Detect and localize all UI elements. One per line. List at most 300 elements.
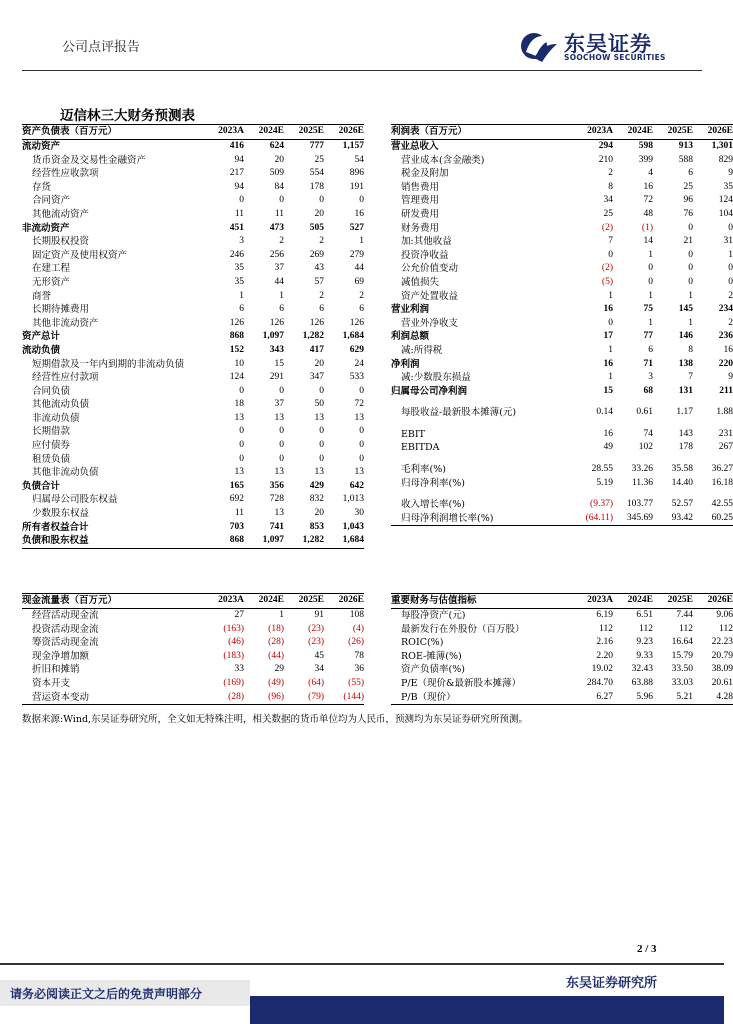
row-label: 加:其他收益 — [401, 236, 452, 248]
income-statement-table — [391, 124, 733, 526]
table-row — [22, 691, 364, 705]
value-cell: 267 — [718, 442, 733, 453]
table-row — [22, 623, 364, 637]
value-cell: 22.23 — [711, 637, 733, 648]
value-cell: 429 — [309, 480, 324, 491]
value-cell: 27 — [234, 610, 244, 620]
value-cell: 13 — [354, 412, 364, 423]
institute-name: 东吴证券研究所 — [566, 976, 658, 991]
value-cell: (2) — [601, 263, 613, 274]
table-row — [22, 249, 364, 263]
row-label: 少数股东权益 — [32, 508, 90, 520]
value-cell: 554 — [309, 168, 324, 179]
value-cell: 191 — [349, 181, 364, 192]
disclaimer-banner — [0, 980, 250, 1006]
year-header: 2026E — [693, 594, 733, 609]
year-header: 2023A — [573, 125, 613, 140]
table-row — [391, 609, 733, 623]
table-row — [391, 385, 733, 399]
value-cell: 34 — [314, 664, 324, 675]
value-cell: 896 — [349, 168, 364, 179]
row-label: 合同负债 — [32, 385, 71, 397]
value-cell: 0 — [239, 440, 244, 451]
value-cell: 217 — [229, 168, 244, 179]
value-cell: 38.09 — [711, 664, 733, 675]
value-cell: 13 — [314, 412, 324, 423]
row-label: 非流动资产 — [22, 222, 70, 234]
value-cell: 15 — [603, 385, 613, 396]
row-label: 负债和股东权益 — [22, 534, 204, 548]
year-header: 2024E — [613, 125, 653, 140]
row-label: 经营活动现金流 — [32, 610, 99, 621]
value-cell: 1 — [279, 290, 284, 301]
table-title: 现金流量表（百万元） — [22, 594, 204, 609]
value-cell: 0 — [319, 195, 324, 206]
value-cell: 356 — [269, 480, 284, 491]
value-cell: 32.43 — [631, 664, 653, 675]
value-cell: 0 — [239, 385, 244, 396]
value-cell: 112 — [599, 623, 613, 634]
value-cell: 14.40 — [671, 477, 693, 488]
value-cell: 6 — [239, 304, 244, 315]
value-cell: 231 — [718, 428, 733, 439]
row-label: 减:少数股东损益 — [401, 372, 471, 384]
value-cell: 15 — [274, 358, 284, 369]
value-cell: 1 — [648, 290, 653, 301]
table-row — [391, 181, 733, 195]
value-cell: 14 — [643, 236, 653, 247]
row-label: 减:所得税 — [401, 344, 443, 356]
value-cell: 91 — [314, 610, 324, 620]
spacer-cell — [391, 490, 733, 498]
value-cell: 1,301 — [711, 141, 733, 151]
row-label: P/E（现价&最新股本摊薄） — [401, 677, 521, 689]
logo-english-name: SOOCHOW SECURITIES — [564, 53, 666, 62]
row-label: EBITDA — [401, 442, 440, 454]
value-cell: 0 — [688, 276, 693, 287]
value-cell: 1 — [648, 249, 653, 260]
table-header-row — [391, 125, 733, 140]
value-cell: 6 — [359, 304, 364, 315]
row-label: 每股收益-最新股本摊薄(元) — [401, 407, 517, 419]
row-label: 归属母公司净利润 — [391, 385, 468, 397]
key-ratios-table — [391, 593, 733, 705]
value-cell: 1.88 — [716, 407, 733, 418]
table-row — [22, 439, 364, 453]
value-cell: 25 — [314, 154, 324, 165]
value-cell: 0 — [319, 426, 324, 437]
table-row — [391, 691, 733, 705]
footer-color-band — [250, 996, 724, 1024]
row-label: 长期待摊费用 — [32, 304, 90, 316]
row-label: 管理费用 — [401, 195, 440, 207]
value-cell: 131 — [678, 385, 693, 396]
value-cell: 126 — [309, 317, 324, 328]
value-cell: 703 — [229, 521, 244, 532]
table-row — [391, 463, 733, 477]
value-cell: 146 — [678, 331, 693, 342]
value-cell: 0 — [728, 276, 733, 287]
value-cell: (96) — [244, 691, 284, 705]
value-cell: 9 — [728, 168, 733, 179]
balance-sheet-table — [22, 124, 364, 549]
value-cell: 399 — [638, 154, 653, 165]
value-cell: 17 — [603, 331, 613, 342]
value-cell: 9 — [728, 372, 733, 383]
table-row — [22, 181, 364, 195]
value-cell: 69 — [354, 276, 364, 287]
spacer-row — [391, 455, 733, 463]
value-cell: 1.17 — [676, 407, 693, 418]
value-cell: 1,013 — [342, 494, 364, 505]
table-row — [22, 167, 364, 181]
value-cell: 5.19 — [596, 477, 613, 488]
table-row — [22, 344, 364, 358]
value-cell: 16 — [723, 344, 733, 355]
value-cell: 269 — [309, 249, 324, 260]
value-cell: (4) — [352, 623, 364, 634]
table-row — [22, 663, 364, 677]
value-cell: (23) — [308, 637, 324, 648]
year-header: 2025E — [284, 125, 324, 140]
value-cell: 533 — [349, 372, 364, 383]
value-cell: 25 — [683, 181, 693, 192]
table-row — [22, 385, 364, 399]
table-row — [391, 441, 733, 455]
value-cell: 0 — [279, 385, 284, 396]
table-title: 重要财务与估值指标 — [391, 594, 573, 609]
value-cell: 71 — [643, 358, 653, 369]
year-header: 2025E — [653, 125, 693, 140]
value-cell: 13 — [234, 412, 244, 423]
value-cell: 145 — [678, 304, 693, 315]
year-header: 2023A — [204, 594, 244, 609]
value-cell: (144) — [324, 691, 364, 705]
table-header-row — [22, 594, 364, 609]
value-cell: 33.03 — [671, 677, 693, 688]
value-cell: (49) — [268, 677, 284, 688]
value-cell: 2 — [319, 236, 324, 247]
value-cell: 42.55 — [711, 499, 733, 510]
row-label: 短期借款及一年内到期的非流动负债 — [32, 358, 185, 370]
value-cell: 20 — [314, 208, 324, 219]
value-cell: 57 — [314, 276, 324, 287]
value-cell: 0 — [359, 426, 364, 437]
value-cell: (169) — [223, 677, 244, 688]
value-cell: 868 — [229, 331, 244, 342]
row-label: 归母净利率(%) — [401, 477, 465, 489]
value-cell: 165 — [229, 480, 244, 491]
row-label: 资产负债率(%) — [401, 664, 465, 676]
row-label: 减值损失 — [401, 276, 440, 288]
spacer-cell — [391, 420, 733, 428]
row-label: 销售费用 — [401, 181, 440, 193]
value-cell: 0 — [359, 195, 364, 206]
value-cell: 37 — [274, 263, 284, 274]
table-row — [391, 262, 733, 276]
table-row — [22, 493, 364, 507]
value-cell: 124 — [718, 195, 733, 206]
table-row — [391, 371, 733, 385]
value-cell: 9.23 — [636, 637, 653, 648]
value-cell: 832 — [309, 494, 324, 505]
value-cell: 6.19 — [596, 610, 613, 620]
value-cell: 20.61 — [711, 677, 733, 688]
row-label: 营业外净收支 — [401, 317, 459, 329]
table-row — [391, 358, 733, 372]
value-cell: 220 — [718, 358, 733, 369]
value-cell: 347 — [309, 372, 324, 383]
value-cell: 60.25 — [693, 512, 733, 526]
value-cell: 54 — [354, 154, 364, 165]
value-cell: 6 — [279, 304, 284, 315]
row-label: 毛利率(%) — [401, 464, 446, 476]
row-label: 资产总计 — [22, 331, 61, 343]
table-row — [22, 303, 364, 317]
value-cell: 45 — [314, 650, 324, 661]
table-row — [391, 249, 733, 263]
value-cell: 6.51 — [636, 610, 653, 620]
table-row — [391, 677, 733, 691]
value-cell: 21 — [683, 236, 693, 247]
table-row — [22, 154, 364, 168]
row-label: 投资活动现金流 — [32, 623, 99, 635]
value-cell: 0 — [359, 440, 364, 451]
year-header: 2025E — [653, 594, 693, 609]
value-cell: 1,684 — [324, 534, 364, 548]
year-header: 2024E — [613, 594, 653, 609]
value-cell: 11 — [274, 208, 284, 219]
row-label: 净利润 — [391, 358, 420, 370]
value-cell: 112 — [679, 623, 693, 634]
value-cell: 6 — [319, 304, 324, 315]
value-cell: 35 — [234, 276, 244, 287]
value-cell: 126 — [229, 317, 244, 328]
value-cell: 28.55 — [591, 464, 613, 475]
value-cell: 16.18 — [711, 477, 733, 488]
value-cell: 5.96 — [613, 691, 653, 705]
value-cell: 7 — [608, 236, 613, 247]
row-label: 流动资产 — [22, 141, 61, 152]
value-cell: 75 — [643, 304, 653, 315]
table-title: 资产负债表（百万元） — [22, 125, 204, 140]
value-cell: 0 — [688, 222, 693, 233]
value-cell: 43 — [314, 263, 324, 274]
row-label: 其他流动负债 — [32, 399, 90, 411]
spacer-row — [391, 420, 733, 428]
value-cell: 20 — [314, 358, 324, 369]
value-cell: 63.88 — [631, 677, 653, 688]
report-type-label: 公司点评报告 — [62, 40, 141, 55]
value-cell: 1 — [279, 610, 284, 620]
header-divider — [22, 70, 702, 71]
table-row — [391, 140, 733, 154]
table-row — [22, 398, 364, 412]
value-cell: 13 — [314, 467, 324, 478]
value-cell: 16 — [354, 208, 364, 219]
table-row — [391, 330, 733, 344]
value-cell: 343 — [269, 344, 284, 355]
row-label: 非流动负债 — [32, 412, 80, 424]
year-header: 2023A — [204, 125, 244, 140]
row-label: 无形资产 — [32, 276, 71, 288]
value-cell: (46) — [228, 637, 244, 648]
row-label: 营运资本变动 — [22, 691, 204, 705]
table-row — [22, 235, 364, 249]
value-cell: 112 — [639, 623, 653, 634]
value-cell: 9.06 — [716, 610, 733, 620]
value-cell: 48 — [643, 208, 653, 219]
value-cell: 1,097 — [262, 331, 284, 342]
row-label: 在建工程 — [32, 263, 71, 275]
value-cell: 256 — [269, 249, 284, 260]
table-row — [391, 344, 733, 358]
value-cell: 211 — [719, 385, 733, 396]
value-cell: (64.11) — [573, 512, 613, 526]
value-cell: 598 — [638, 141, 653, 151]
value-cell: 49 — [603, 442, 613, 453]
table-row — [22, 317, 364, 331]
table-row — [391, 663, 733, 677]
value-cell: (79) — [284, 691, 324, 705]
value-cell: 34 — [603, 195, 613, 206]
value-cell: (28) — [204, 691, 244, 705]
value-cell: 0 — [648, 276, 653, 287]
table-header-row — [22, 125, 364, 140]
value-cell: 0 — [688, 263, 693, 274]
value-cell: 279 — [349, 249, 364, 260]
value-cell: 0 — [239, 453, 244, 464]
row-label: 筹资活动现金流 — [32, 637, 99, 649]
value-cell: 1 — [688, 317, 693, 328]
value-cell: 72 — [354, 399, 364, 410]
value-cell: 72 — [643, 195, 653, 206]
year-header: 2023A — [573, 594, 613, 609]
year-header: 2026E — [324, 125, 364, 140]
value-cell: 178 — [309, 181, 324, 192]
company-logo — [520, 28, 680, 64]
value-cell: 2 — [728, 317, 733, 328]
value-cell: 0 — [279, 440, 284, 451]
row-label: 负债合计 — [22, 480, 61, 492]
value-cell: 96 — [683, 195, 693, 206]
value-cell: 112 — [719, 623, 733, 634]
value-cell: 19.02 — [591, 664, 613, 675]
value-cell: 1 — [648, 317, 653, 328]
table-row — [391, 208, 733, 222]
value-cell: 0 — [608, 317, 613, 328]
value-cell: 102 — [638, 442, 653, 453]
value-cell: 2.16 — [596, 637, 613, 648]
row-label: 商誉 — [32, 290, 52, 302]
spacer-row — [391, 398, 733, 406]
value-cell: 33.50 — [671, 664, 693, 675]
value-cell: (183) — [223, 650, 244, 661]
value-cell: 0.61 — [636, 407, 653, 418]
value-cell: 2 — [359, 290, 364, 301]
row-label: 公允价值变动 — [401, 263, 459, 275]
value-cell: 11.36 — [631, 477, 653, 488]
value-cell: (28) — [268, 637, 284, 648]
value-cell: 1,282 — [284, 534, 324, 548]
table-row — [22, 650, 364, 664]
table-row — [391, 636, 733, 650]
table-row — [22, 480, 364, 494]
value-cell: 0 — [239, 195, 244, 206]
row-label: 其他非流动负债 — [32, 467, 99, 479]
row-label: 每股净资产(元) — [401, 610, 466, 621]
table-row — [22, 466, 364, 480]
value-cell: 50 — [314, 399, 324, 410]
value-cell: 13 — [274, 467, 284, 478]
value-cell: 284.70 — [586, 677, 613, 688]
value-cell: 345.69 — [613, 512, 653, 526]
value-cell: 6 — [688, 168, 693, 179]
table-row — [22, 425, 364, 439]
value-cell: 527 — [349, 222, 364, 233]
table-row — [22, 412, 364, 426]
table-row — [22, 208, 364, 222]
value-cell: (26) — [348, 637, 364, 648]
value-cell: 29 — [274, 664, 284, 675]
value-cell: 104 — [718, 208, 733, 219]
value-cell: 1 — [608, 372, 613, 383]
value-cell: 68 — [643, 385, 653, 396]
row-label: 长期借款 — [32, 426, 71, 438]
value-cell: 13 — [274, 508, 284, 519]
value-cell: 1,043 — [342, 521, 364, 532]
value-cell: 52.57 — [671, 499, 693, 510]
soochow-logo-icon — [520, 28, 558, 64]
value-cell: 84 — [274, 181, 284, 192]
row-label: 营业成本(含金融类) — [401, 154, 485, 166]
table-row — [22, 358, 364, 372]
table-row — [22, 677, 364, 691]
value-cell: 16 — [603, 428, 613, 439]
row-label: 现金净增加额 — [32, 650, 90, 662]
value-cell: 36 — [354, 664, 364, 675]
value-cell: 0 — [319, 453, 324, 464]
table-row — [22, 609, 364, 623]
value-cell: 108 — [349, 610, 364, 620]
value-cell: 853 — [309, 521, 324, 532]
row-label: 货币资金及交易性金融资产 — [32, 154, 147, 166]
value-cell: 0.14 — [596, 407, 613, 418]
value-cell: 35 — [234, 263, 244, 274]
value-cell: 868 — [204, 534, 244, 548]
table-row — [391, 303, 733, 317]
value-cell: 15.79 — [671, 650, 693, 661]
row-label: 资本开支 — [32, 677, 71, 689]
value-cell: 1 — [359, 236, 364, 247]
row-label: 固定资产及使用权资产 — [32, 249, 128, 261]
spacer-cell — [391, 455, 733, 463]
row-label: 折旧和摊销 — [32, 664, 80, 676]
value-cell: 692 — [229, 494, 244, 505]
value-cell: 9.33 — [636, 650, 653, 661]
value-cell: 6 — [648, 344, 653, 355]
row-label: 财务费用 — [401, 222, 440, 234]
value-cell: 44 — [274, 276, 284, 287]
row-label: 税金及附加 — [401, 168, 449, 180]
value-cell: 152 — [229, 344, 244, 355]
year-header: 2025E — [284, 594, 324, 609]
value-cell: 44 — [354, 263, 364, 274]
table-row — [22, 330, 364, 344]
table-row — [391, 167, 733, 181]
value-cell: 93.42 — [653, 512, 693, 526]
value-cell: 1 — [608, 344, 613, 355]
